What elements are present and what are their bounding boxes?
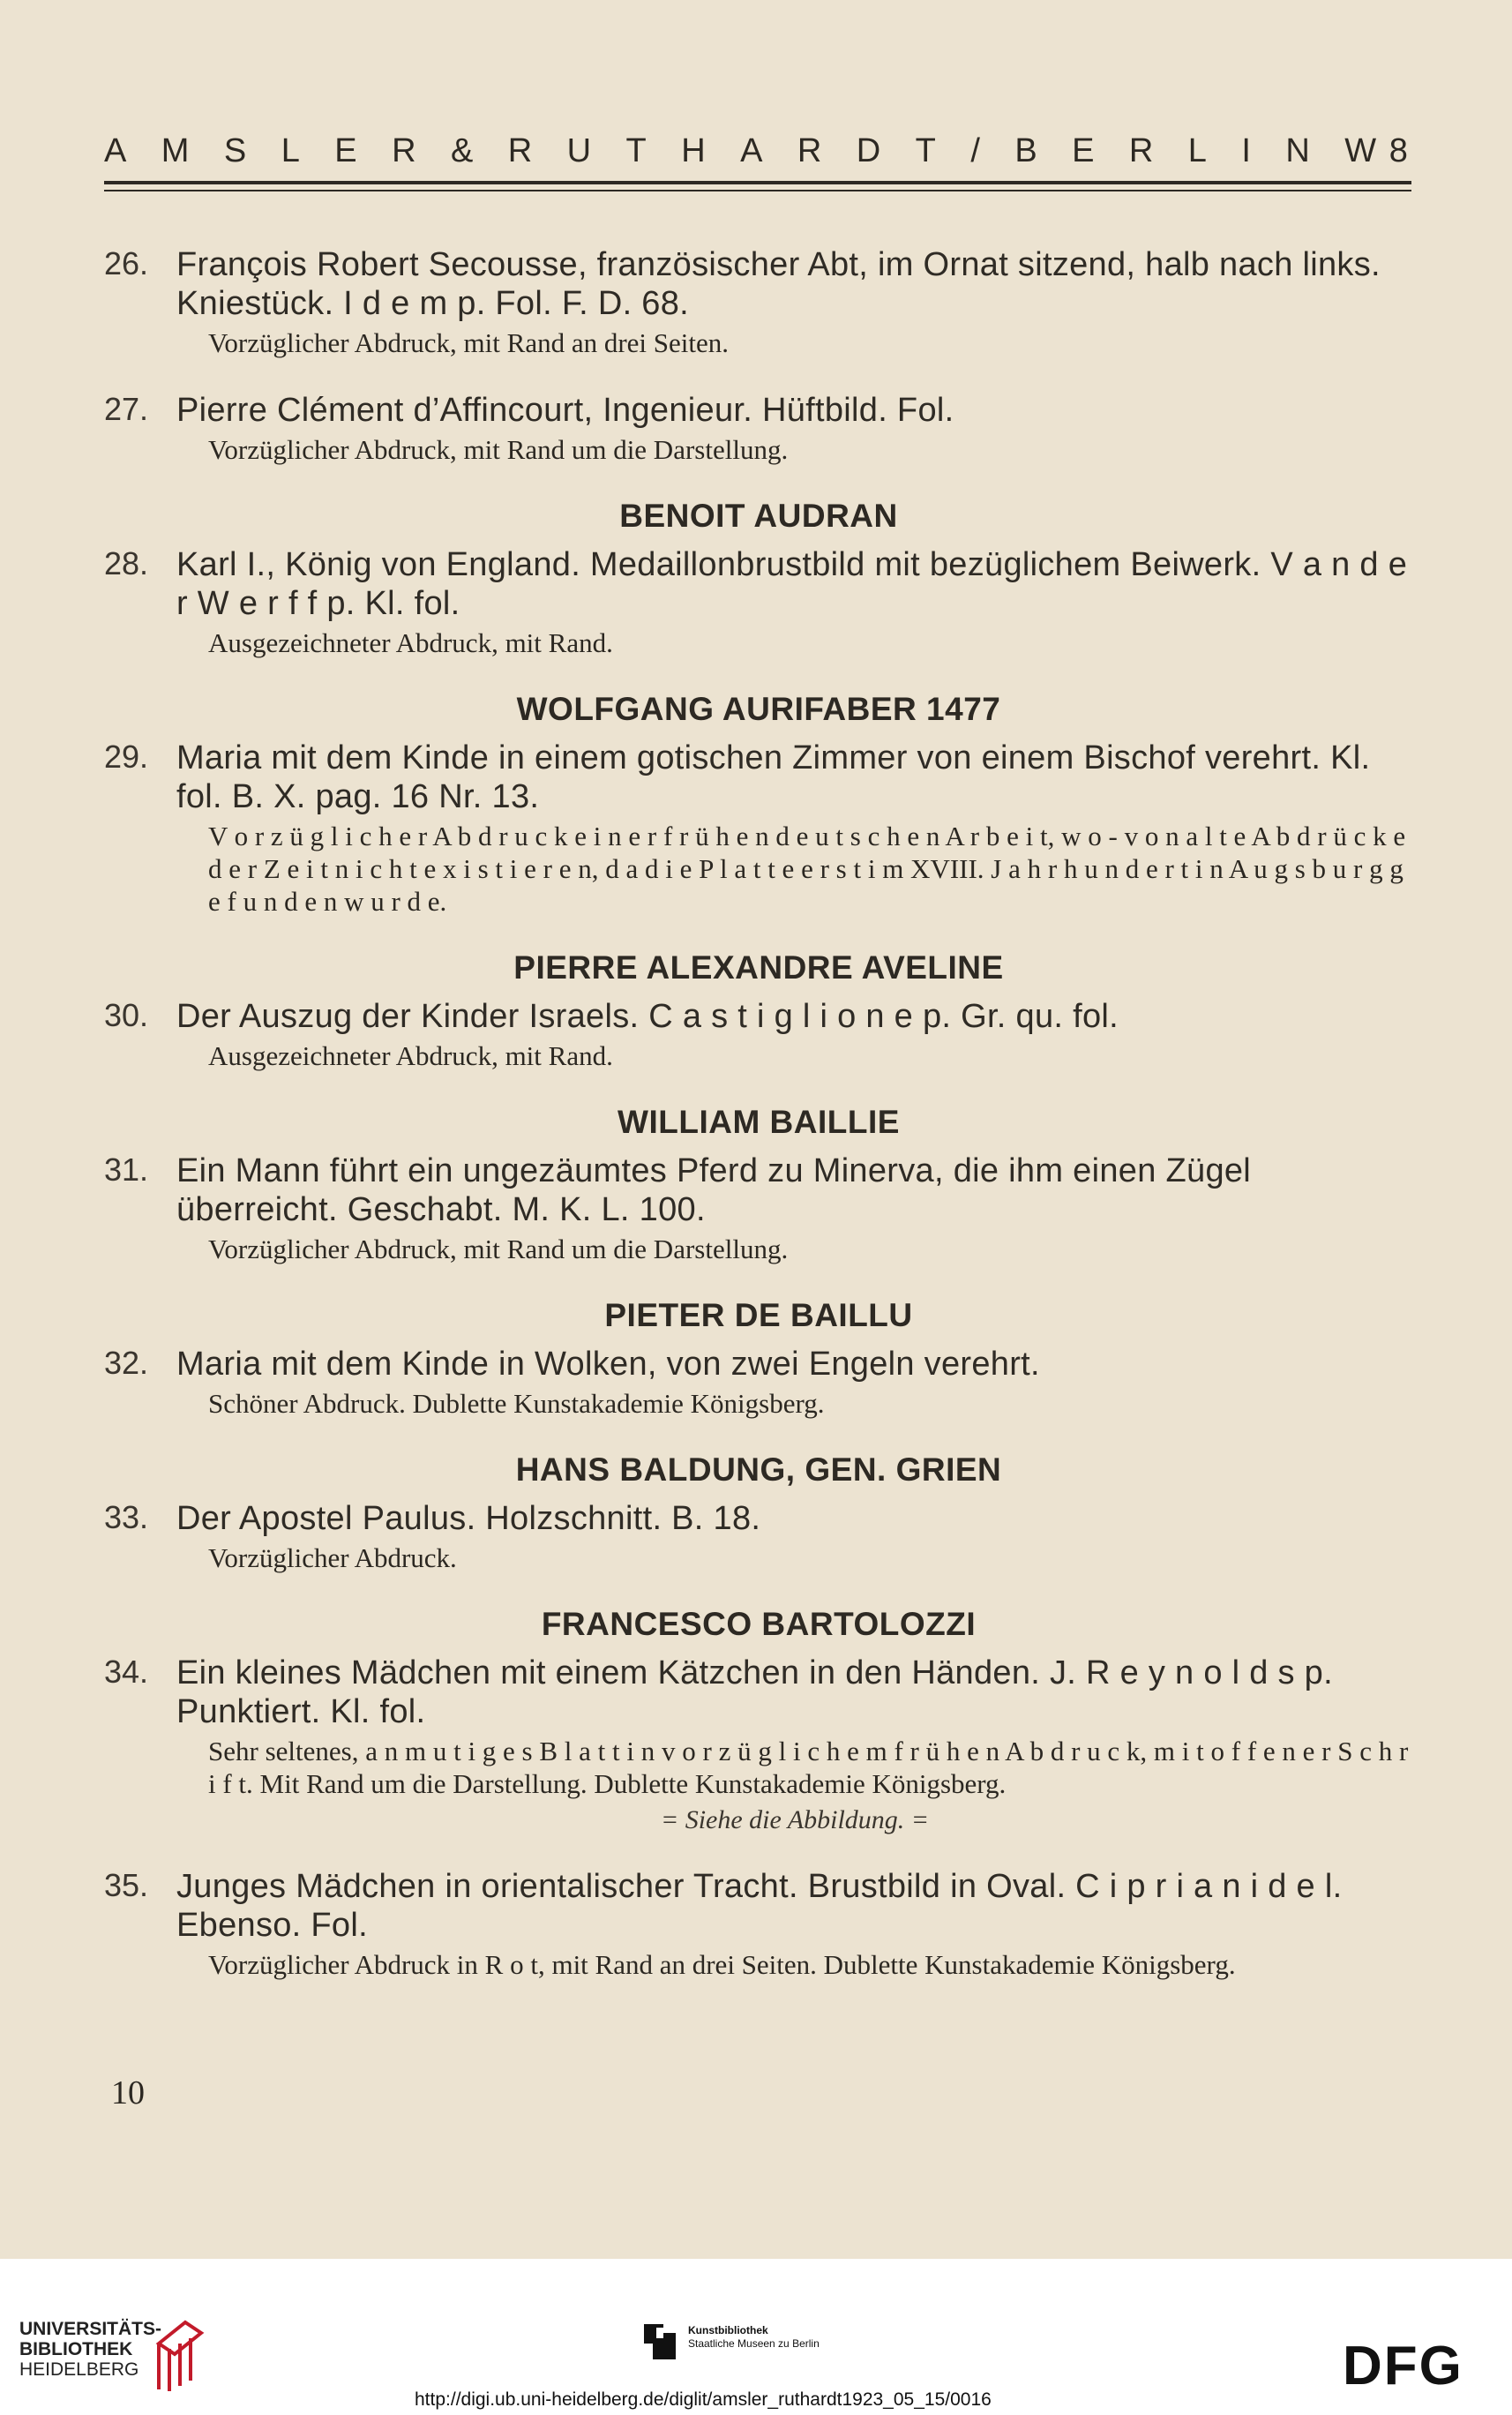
entry-condition-note: Vorzüglicher Abdruck in R o t, mit Rand an drei Seiten. Dublette Kunstakademie Königsberg. <box>208 1949 1236 1980</box>
entry-number: 33. <box>104 1499 149 1535</box>
catalog-entry <box>104 1867 1413 1981</box>
entry-number: 26. <box>104 245 149 281</box>
catalog-entry <box>104 245 1413 359</box>
page-number: 10 <box>111 2074 145 2111</box>
header-letter: A <box>740 132 765 169</box>
header-letter: D <box>856 132 883 169</box>
entry-condition-note: V o r z ü g l i c h e r A b d r u c k e i n e r f r ü h e n d e u t s c h e n A r b e i t, w o - v o n a l t e A b d r ü c k e d e r Z e i t n i c h t e x i s t i e r e n, d a d i e P l a t t e e r s t i m XVIII. J a h r h u n d e r t i n A u g s b u r g g e f u n d e n w u r d e. <box>208 821 1406 917</box>
entry-description: Maria mit dem Kinde in Wolken, von zwei Engeln verehrt. <box>176 1346 1040 1383</box>
artist-heading: FRANCESCO BARTOLOZZI <box>541 1606 977 1642</box>
ub-line-3: HEIDELBERG <box>19 2359 139 2380</box>
header-letter: M <box>161 132 191 169</box>
artist-heading: WOLFGANG AURIFABER 1477 <box>516 691 1001 727</box>
entry-condition-note: Vorzüglicher Abdruck. <box>208 1542 457 1573</box>
catalog-entry <box>104 997 1413 1072</box>
entry-description: Maria mit dem Kinde in einem gotischen Zimmer von einem Bischof verehrt. Kl. fol. B. X. pag. 16 Nr. 13. <box>176 739 1371 815</box>
catalog-entry <box>104 391 1413 466</box>
catalog-entry <box>104 545 1413 659</box>
entry-number: 34. <box>104 1654 149 1690</box>
entry-number: 28. <box>104 545 149 581</box>
entry-number: 27. <box>104 391 149 427</box>
kb-title: Kunstbibliothek <box>688 2324 768 2336</box>
header-rule-thick <box>104 181 1411 184</box>
header-letter: / <box>970 132 982 169</box>
entry-condition-note: Schöner Abdruck. Dublette Kunstakademie Königsberg. <box>208 1388 825 1419</box>
catalog-entries <box>104 245 1413 2013</box>
header-letter: R <box>392 132 418 169</box>
source-url[interactable]: http://digi.ub.uni-heidelberg.de/diglit/amsler_ruthardt1923_05_15/0016 <box>415 2389 992 2410</box>
header-rule-thin <box>104 190 1411 191</box>
header-letter: E <box>334 132 359 169</box>
header-letter: T <box>625 132 648 169</box>
header-letter: B <box>1014 132 1039 169</box>
artist-heading: PIERRE ALEXANDRE AVELINE <box>513 949 1004 986</box>
catalog-entry <box>104 1499 1413 1574</box>
entry-description: Karl I., König von England. Medaillonbrustbild mit bezüglichem Beiwerk. V a n d e r W e r f f p. Kl. fol. <box>176 546 1408 622</box>
university-library-label <box>19 2319 161 2380</box>
entry-condition-note: Sehr seltenes, a n m u t i g e s B l a t t i n v o r z ü g l i c h e m f r ü h e n A b d r u c k, m i t o f f e n e r S c h r i f t. Mit Rand um die Darstellung. Dublette Kunstakademie Königsberg. <box>208 1736 1409 1799</box>
header-letter: R <box>1128 132 1156 169</box>
catalog-entry <box>104 739 1413 918</box>
header-letter: R <box>797 132 824 169</box>
dfg-logo: DFG <box>1343 2336 1463 2396</box>
university-library-logo-icon <box>150 2317 206 2395</box>
entry-description: Pierre Clément d’Affincourt, Ingenieur. Hüftbild. Fol. <box>176 392 954 429</box>
entry-condition-note: Vorzüglicher Abdruck, mit Rand um die Darstellung. <box>208 434 789 465</box>
entry-number: 32. <box>104 1345 149 1381</box>
ub-line-1: UNIVERSITÄTS- <box>19 2319 162 2339</box>
entry-number: 29. <box>104 739 149 775</box>
header-letter: H <box>681 132 707 169</box>
header-letter: E <box>1072 132 1097 169</box>
header-letter: L <box>281 132 302 169</box>
entry-condition-note: Vorzüglicher Abdruck, mit Rand um die Darstellung. <box>208 1234 789 1264</box>
entry-description: Der Apostel Paulus. Holzschnitt. B. 18. <box>176 1500 761 1537</box>
entry-condition-note: Vorzüglicher Abdruck, mit Rand an drei Seiten. <box>208 327 730 358</box>
kunstbibliothek-logo-icon <box>644 2324 676 2359</box>
entry-number: 35. <box>104 1867 149 1903</box>
entry-number: 31. <box>104 1151 149 1188</box>
header-letter: R <box>507 132 535 169</box>
artist-heading: HANS BALDUNG, GEN. GRIEN <box>515 1451 1002 1488</box>
artist-heading: WILLIAM BAILLIE <box>618 1104 900 1140</box>
entry-condition-note: Ausgezeichneter Abdruck, mit Rand. <box>208 627 613 658</box>
ub-line-2: BIBLIOTHEK <box>19 2339 133 2359</box>
header-letter: & <box>450 132 475 169</box>
header-letter: U <box>566 132 594 169</box>
header-letter: T <box>915 132 938 169</box>
entry-description: Der Auszug der Kinder Israels. C a s t i g l i o n e p. Gr. qu. fol. <box>176 998 1119 1035</box>
header-letter: W 8 <box>1344 132 1410 169</box>
catalog-entry <box>104 1654 1413 1835</box>
header-letter: A <box>104 132 129 169</box>
kb-subtitle: Staatliche Museen zu Berlin <box>688 2337 820 2350</box>
kunstbibliothek-credit <box>644 2324 820 2359</box>
entry-description: Junges Mädchen in orientalischer Tracht. Brustbild in Oval. C i p r i a n i d e l. Ebenso. Fol. <box>176 1868 1343 1944</box>
artist-heading: BENOIT AUDRAN <box>619 498 898 534</box>
header-letter: L <box>1187 132 1209 169</box>
see-illustration-note: = Siehe die Abbildung. = <box>660 1805 930 1834</box>
entry-description: Ein kleines Mädchen mit einem Kätzchen in den Händen. J. R e y n o l d s p. Punktiert. Kl. fol. <box>176 1654 1333 1730</box>
header-letter: N <box>1285 132 1312 169</box>
catalog-entry <box>104 1345 1413 1420</box>
entry-condition-note: Ausgezeichneter Abdruck, mit Rand. <box>208 1040 613 1071</box>
running-header <box>104 132 1410 170</box>
header-letter: S <box>223 132 249 169</box>
artist-heading: PIETER DE BAILLU <box>604 1297 913 1333</box>
entry-description: Ein Mann führt ein ungezäumtes Pferd zu Minerva, die ihm einen Zügel überreicht. Geschabt. M. K. L. 100. <box>176 1152 1252 1228</box>
catalog-entry <box>104 1151 1413 1265</box>
header-letter: I <box>1241 132 1253 169</box>
digitization-footer <box>0 2259 1512 2415</box>
entry-description: François Robert Secousse, französischer Abt, im Ornat sitzend, halb nach links. Kniestück. I d e m p. Fol. F. D. 68. <box>176 246 1381 322</box>
entry-number: 30. <box>104 997 149 1033</box>
